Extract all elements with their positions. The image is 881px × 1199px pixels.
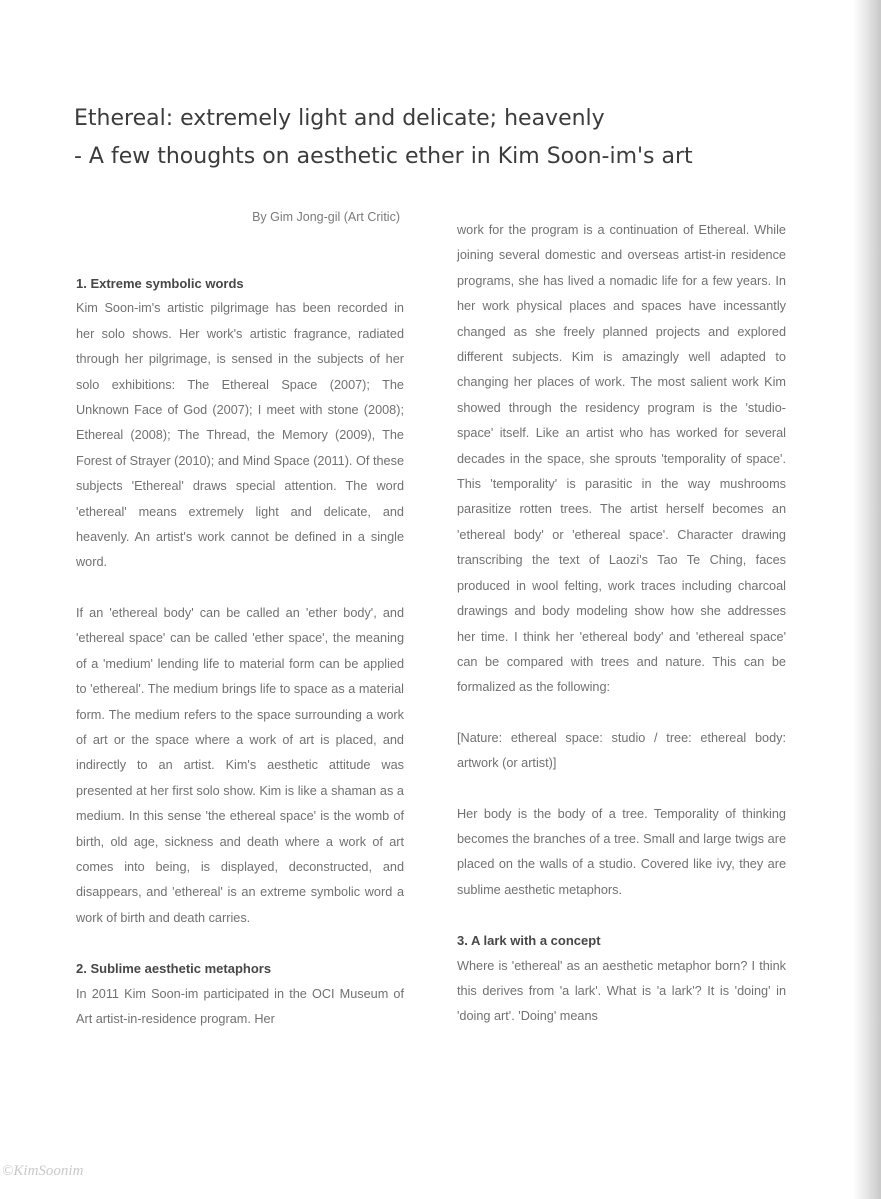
section-2-heading: 2. Sublime aesthetic metaphors	[76, 961, 272, 977]
section-2-paragraph-2: work for the program is a continuation of Ethereal. While joining several domestic and overseas artist-in residence programs, she has lived a nomadic life for a few years. In her work physical places and spaces have incessantly changed as she freely planned projects and explored different subjects. Kim is amazingly well adapted to changing her places of work. The most salient work Kim showed through the residency program is the 'studio-space' itself. Like an artist who has worked for several decades in the space, she sprouts 'temporality of space'. This 'temporality' is parasitic in the way mushrooms parasitize rotten trees. The artist herself becomes an 'ethereal body' or 'ethereal space'. Character drawing transcribing the text of Laozi's Tao Te Ching, faces produced in wool felting, work traces including charcoal drawings and body modeling show how she addresses her time. I think her 'ethereal body' and 'ethereal space' can be compared with trees and nature. This can be formalized as the following:	[457, 223, 786, 695]
section-1-paragraph-2: If an 'ethereal body' can be called an 'ether body', and 'ethereal space' can be called 'ether space', the meaning of a 'medium' lending life to material form can be applied to 'ethereal'. The medium brings life to space as a material form. The medium refers to the space surrounding a work of art or the space where a work of art is placed, and indirectly to an artist. Kim's aesthetic attitude was presented at her first solo show. Kim is like a shaman as a medium. In this sense 'the ethereal space' is the womb of birth, old age, sickness and death where a work of art comes into being, is displayed, deconstructed, and disappears, and 'ethereal' is an extreme symbolic word a work of birth and death carries.	[76, 605, 404, 925]
title-line-1: Ethereal: extremely light and delicate; heavenly	[74, 106, 605, 131]
section-1-paragraph-1: Kim Soon-im's artistic pilgrimage has been recorded in her solo shows. Her work's artistic fragrance, radiated through her pilgrimage, is sensed in the subjects of her solo exhibitions: The Ethereal Space (2007); The Unknown Face of God (2007); I meet with stone (2008); Ethereal (2008); The Thread, the Memory (2009), The Forest of Strayer (2010); and Mind Space (2011). Of these subjects 'Ethereal' draws special attention. The word 'ethereal' means extremely light and delicate, and heavenly. An artist's work cannot be defined in a single word.	[76, 301, 404, 570]
page-binding-shadow	[853, 0, 881, 1199]
byline: By Gim Jong-gil (Art Critic)	[252, 210, 400, 224]
title-line-2: - A few thoughts on aesthetic ether in Kim Soon-im's art	[74, 144, 693, 169]
article-title	[74, 100, 693, 176]
section-3-paragraph-1: Where is 'ethereal' as an aesthetic metaphor born? I think this derives from 'a lark'. What is 'a lark'? It is 'doing' in 'doing art'. 'Doing' means	[457, 958, 786, 1024]
section-2-paragraph-1: In 2011 Kim Soon-im participated in the OCI Museum of Art artist-in-residence program. Her	[76, 986, 404, 1026]
left-column	[76, 271, 404, 1032]
formula-paragraph: [Nature: ethereal space: studio / tree: ethereal body: artwork (or artist)]	[457, 730, 786, 771]
section-1-heading: 1. Extreme symbolic words	[76, 276, 244, 291]
section-2-paragraph-3: Her body is the body of a tree. Temporality of thinking becomes the branches of a tree. Small and large twigs are placed on the walls of a studio. Covered like ivy, they are sublime aesthetic metaphors.	[457, 806, 786, 897]
right-column	[457, 218, 786, 1030]
section-3-heading: 3. A lark with a concept	[457, 933, 601, 949]
copyright-watermark: ©KimSoonim	[2, 1163, 84, 1179]
